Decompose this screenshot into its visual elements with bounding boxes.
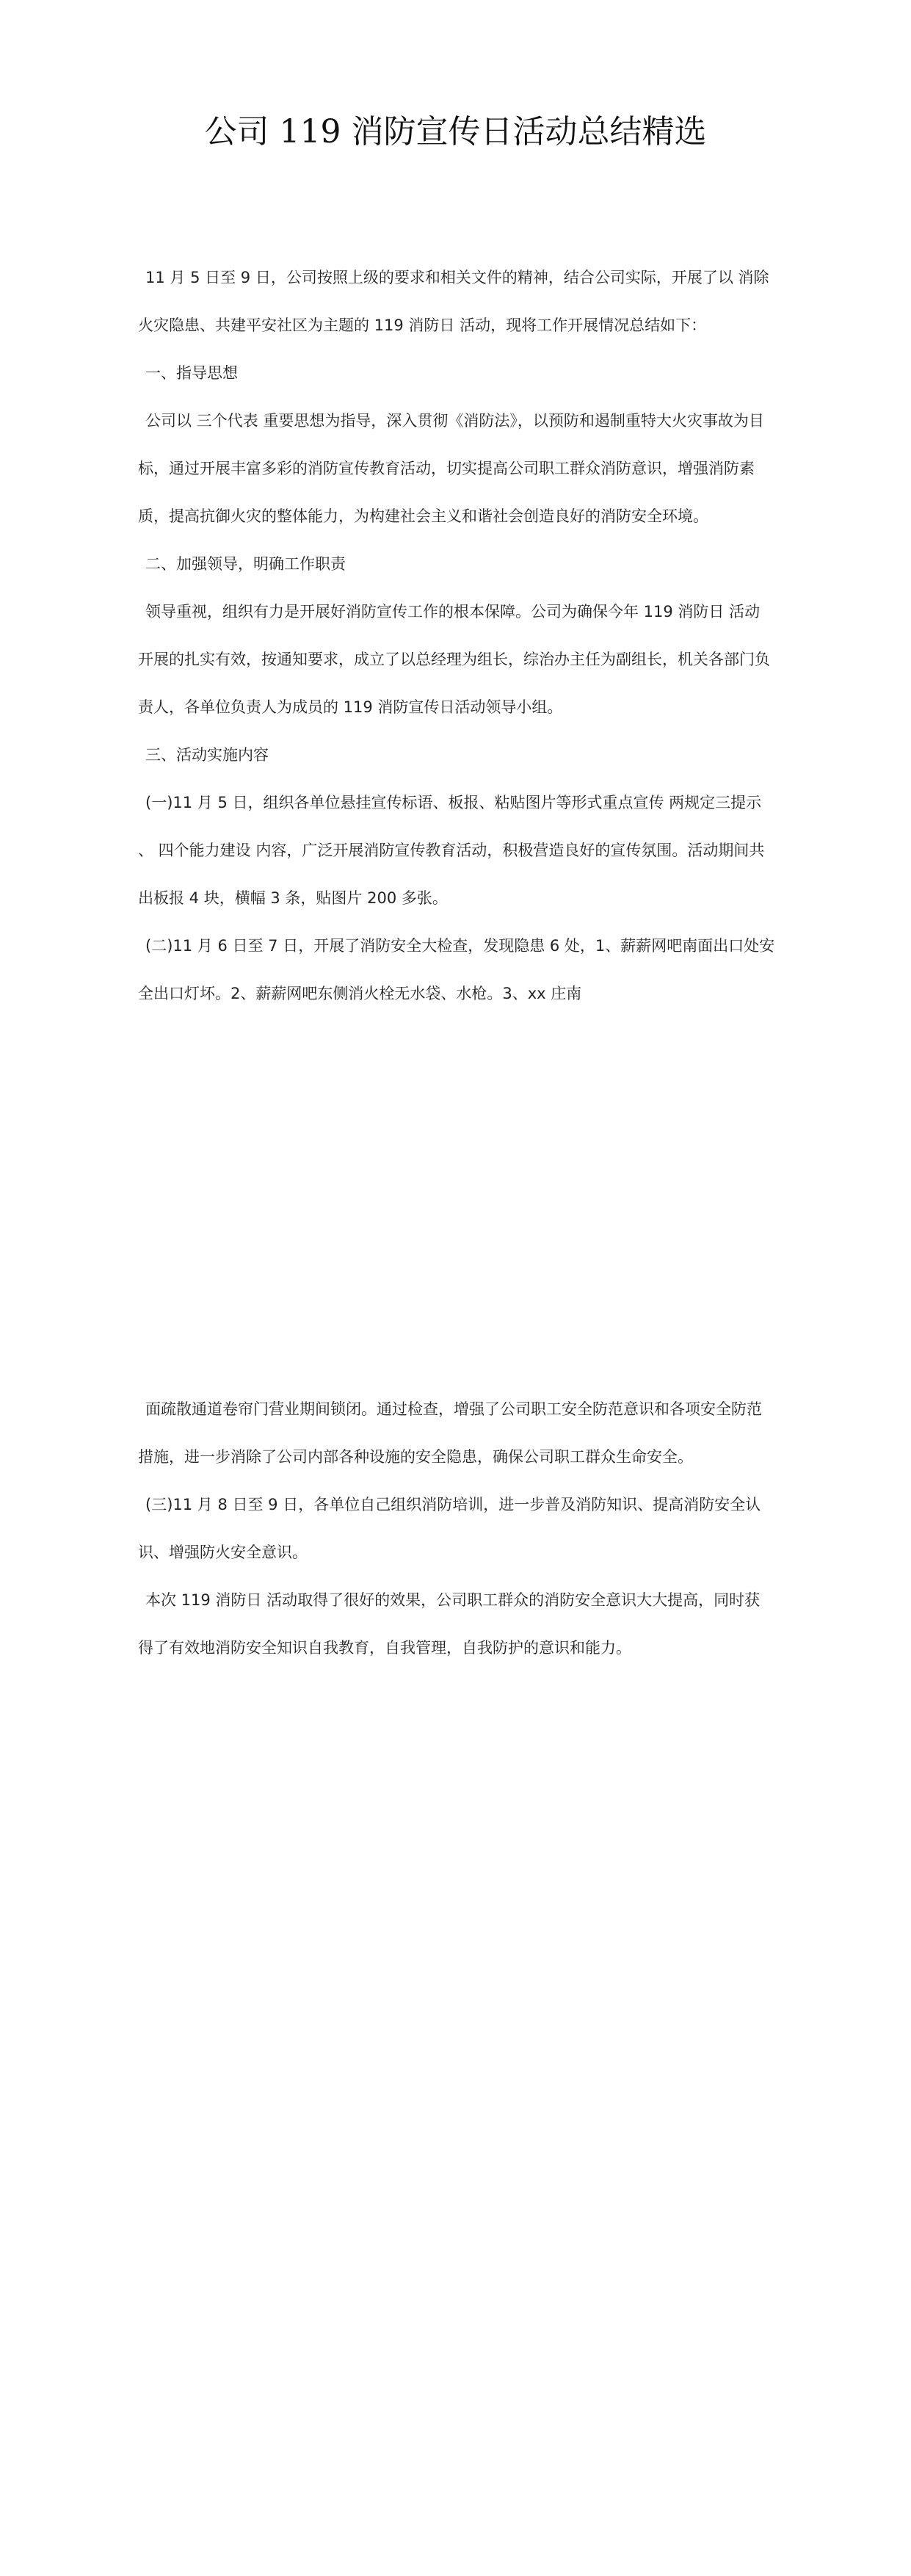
paragraph: 公司以 三个代表 重要思想为指导，深入贯彻《消防法》，以预防和遏制重特大火灾事故为目标，通过开展丰富多彩的消防宣传教育活动，切实提高公司职工群众消防意识，增强消防素质，提高抗御火灾的整体能力，为构建社会主义和谐社会创造良好的消防安全环境。	[138, 412, 764, 525]
paragraph: (二)11 月 6 日至 7 日，开展了消防安全大检查，发现隐患 6 处，1、薪薪网吧南面出口处安全出口灯坏。2、薪薪网吧东侧消火栓无水袋、水枪。3、xx 庄南	[138, 937, 775, 1002]
document-title: 公司 119 消防宣传日活动总结精选	[204, 113, 707, 151]
section-heading: 二、加强领导，明确工作职责	[145, 555, 346, 573]
paragraph: 面疏散通道卷帘门营业期间锁闭。通过检查，增强了公司职工安全防范意识和各项安全防范措施，进一步消除了公司内部各种设施的安全隐患，确保公司职工群众生命安全。	[138, 1400, 762, 1466]
section-heading: 一、指导思想	[145, 364, 238, 382]
paragraph: (一)11 月 5 日，组织各单位悬挂宣传标语、板报、粘贴图片等形式重点宣传 两规定三提示 、 四个能力建设 内容，广泛开展消防宣传教育活动，积极营造良好的宣传氛围。活动期间共出板报 4 块，横幅 3 条，贴图片 200 多张。	[138, 794, 765, 907]
paragraph: 领导重视，组织有力是开展好消防宣传工作的根本保障。公司为确保今年 119 消防日 活动开展的扎实有效，按通知要求，成立了以总经理为组长，综治办主任为副组长，机关各部门负责人，各单位负责人为成员的 119 消防宣传日活动领导小组。	[138, 603, 770, 716]
paragraph: (三)11 月 8 日至 9 日，各单位自己组织消防培训，进一步普及消防知识、提高消防安全认识、增强防火安全意识。	[138, 1496, 761, 1561]
body-section-2	[138, 1386, 775, 1672]
section-heading: 三、活动实施内容	[145, 746, 269, 764]
paragraph: 11 月 5 日至 9 日，公司按照上级的要求和相关文件的精神，结合公司实际，开展了以 消除火灾隐患、共建平安社区为主题的 119 消防日 活动，现将工作开展情况总结如下：	[138, 269, 769, 334]
body-section-1	[138, 254, 775, 1018]
paragraph: 本次 119 消防日 活动取得了很好的效果，公司职工群众的消防安全意识大大提高，同时获得了有效地消防安全知识自我教育，自我管理，自我防护的意识和能力。	[138, 1591, 761, 1657]
